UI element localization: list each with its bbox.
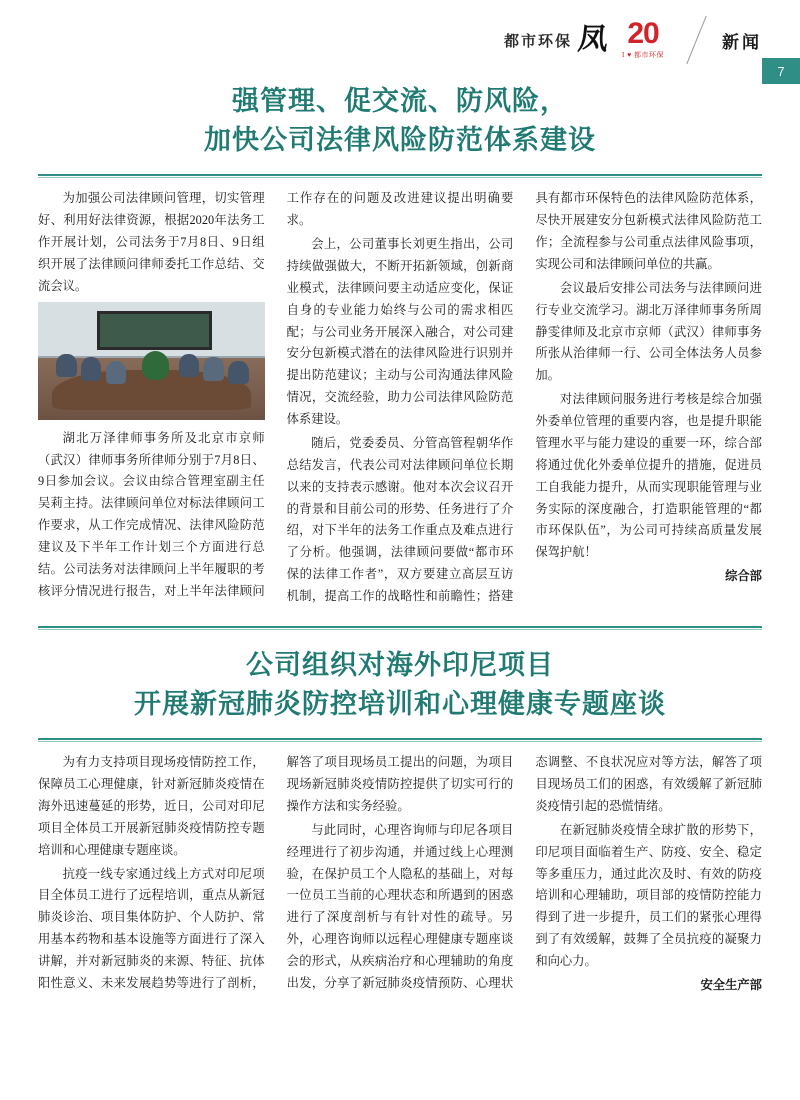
paragraph: 在新冠肺炎疫情全球扩散的形势下，印尼项目面临着生产、防疫、安全、稳定等多重压力，通过此次及时、有效的防疫培训和心理辅助，项目部的疫情防控能力得到了进一步提升，员工们的紧张心理得到了有效缓解，鼓舞了全员抗疫的凝聚力和向心力。 <box>535 822 762 969</box>
anniversary-logo <box>622 16 664 61</box>
page-title <box>38 82 762 160</box>
paragraph: 会上，公司董事长刘更生指出，公司持续做强做大，不断开拓新领域，创新商业模式，法律顾问要主动适应变化，保证自身的专业能力始终与公司的需求相匹配；与公司业务开展深入融合，对公司建安分包新模式潜在的法律风险进行识别并提出防范建议；主动与公司沟通法律风险情况，交流经验，助力公司法律风险防范体系建设。 <box>286 237 514 427</box>
photo-plant <box>142 351 169 379</box>
divider <box>38 174 762 178</box>
paragraph: 与此同时，心理咨询师与印尼各项目经理进行了初步沟通，并通过线上心理测验，在保护员工个人隐私的基础上，对每一位员工当前的心理状态和所遇到的困惑进行了深度剖析与有针对性的疏导。另外，心理咨询师以远程心理健康专题座谈会的形式，从疾病治疗和心理辅助的角度出发，分享了新冠肺炎疫情预防、心理状态调整、不良状况应对等方法，解答了项目现场员工们的困惑，有效缓解了新冠肺炎疫情引起的恐慌情绪。 <box>286 755 762 990</box>
article-body <box>38 188 762 608</box>
paragraph: 随后，党委委员、分管高管程朝华作总结发言，代表公司对法律顾问单位长期以来的支持表示感谢。他对本次会议召开的背景和目前公司的形势、任务进行了介绍，对下半年的法务工作重点及难点进行了分析。他强调，法律顾问要做“都市环保的法律工作者”，双方要建立高层互访机制，提高工作的战略性和前瞻性；搭建具有都市环保特色的法律风险防范体系，尽快开展建安分包新模式法律风险防范工作；全流程参与公司重点法律风险事项，实现公司和法律顾问单位的共赢。 <box>286 191 762 604</box>
headline-line-1: 强管理、促交流、防风险， <box>232 86 568 116</box>
article-legal-risk <box>38 82 762 608</box>
anniversary-number: 20 <box>627 16 659 50</box>
photo-person <box>106 361 126 385</box>
section-label: 新闻 <box>722 32 762 52</box>
photo-person <box>179 354 199 378</box>
meeting-photo <box>38 302 265 420</box>
photo-screen <box>97 311 212 350</box>
paragraph: 湖北万泽律师事务所及北京市京师（武汉）律师事务所律师分别于7月8日、9日参加会议。会议由综合管理室副主任吴莉主持。法律顾问单位对标法律顾问工作要求，从工作完成情况、法律风险防范建议及下半年工作计划三个方面进行总结。公司法务对法律顾问上半年履职的考核评分情况进行报告，对上半年法律顾问工作存在的问题及改进建议提出明确要求。 <box>38 191 514 598</box>
photo-person <box>81 357 101 381</box>
divider <box>38 626 762 630</box>
page-number-badge: 7 <box>762 58 800 84</box>
paragraph: 对法律顾问服务进行考核是综合加强外委单位管理的重要内容，也是提升职能管理水平与能力建设的重要一环，综合部将通过优化外委单位提升的措施，促进员工自我能力提升，从而实现职能管理与业务实际的深度融合，打造职能管理的“都市环保队伍”，为公司可持续高质量发展保驾护航！ <box>535 392 762 560</box>
article-signature: 综合部 <box>725 569 762 584</box>
article-signature: 安全生产部 <box>700 977 762 992</box>
paragraph: 为有力支持项目现场疫情防控工作，保障员工心理健康，针对新冠肺炎疫情在海外迅速蔓延的形势，近日，公司对印尼项目全体员工开展新冠肺炎疫情防控专题培训和心理健康专题座谈。 <box>38 755 265 857</box>
photo-person <box>56 354 76 378</box>
photo-person <box>203 357 223 381</box>
diagonal-divider-icon <box>674 18 718 62</box>
photo-person <box>228 361 248 385</box>
headline-line-2: 开展新冠肺炎防控培训和心理健康专题座谈 <box>134 689 666 720</box>
headline-line-2: 加快公司法律风险防范体系建设 <box>204 125 596 156</box>
anniversary-subtitle: I ♥ 都市环保 <box>622 51 664 60</box>
page-title <box>38 646 762 724</box>
brand-logo-glyph: 凤 <box>576 23 610 56</box>
masthead <box>38 0 762 66</box>
paragraph: 为加强公司法律顾问管理，切实管理好、利用好法律资源，根据2020年法务工作开展计划，公司法务于7月8日、9日组织开展了法律顾问律师委托工作总结、交流会议。 <box>38 191 265 293</box>
headline-line-1: 公司组织对海外印尼项目 <box>246 649 554 680</box>
paragraph: 会议最后安排公司法务与法律顾问进行专业交流学习。湖北万泽律师事务所周静雯律师及北京市京师（武汉）律师事务所张从治律师一行、公司全体法务人员参加。 <box>535 280 762 383</box>
article-covid-training <box>38 646 762 997</box>
divider <box>38 738 762 742</box>
article-body <box>38 752 762 997</box>
paragraph: 抗疫一线专家通过线上方式对印尼项目全体员工进行了远程培训，重点从新冠肺炎诊治、项目集体防护、个人防护、常用基本药物和基本设施等方面进行了深入讲解，并对新冠肺炎的来源、特征、抗体阳性意义、未来发展趋势等进行了剖析，解答了项目现场员工提出的问题，为项目现场新冠肺炎疫情防控提供了切实可行的操作方法和实务经验。 <box>38 755 514 990</box>
brand-name-cn: 都市环保 <box>503 33 572 50</box>
